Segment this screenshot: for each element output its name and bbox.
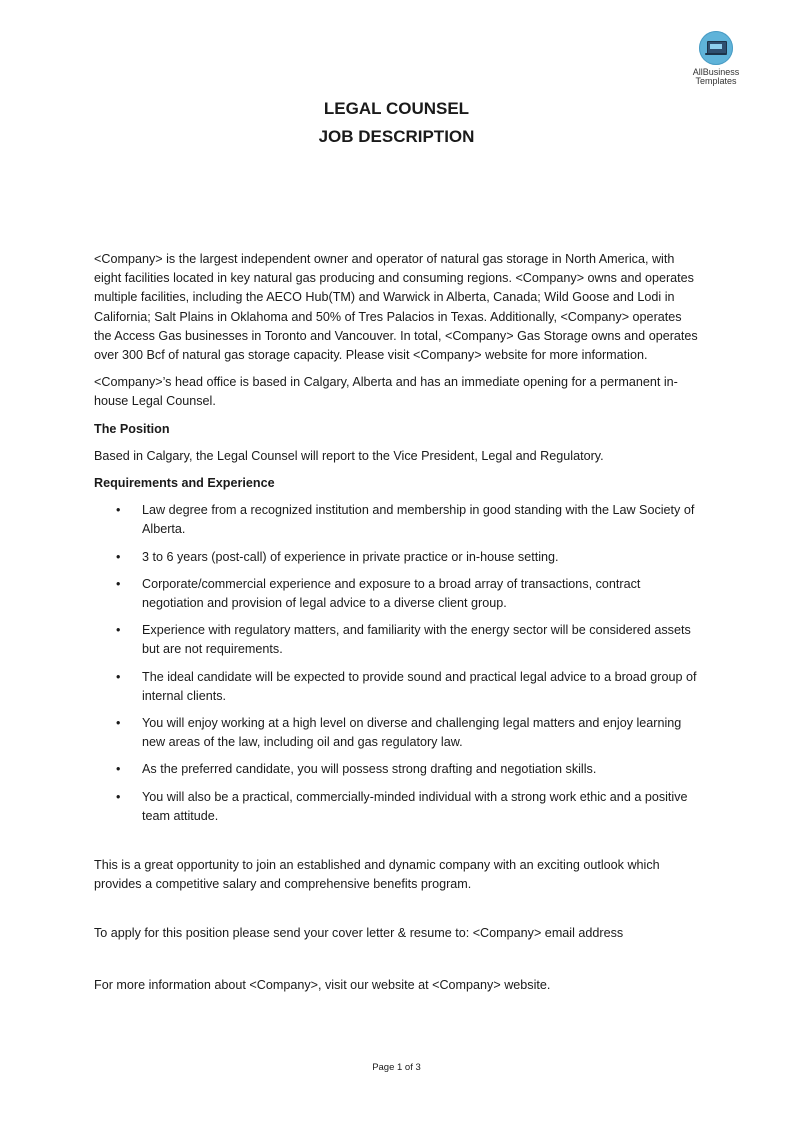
- intro-paragraph-2: <Company>’s head office is based in Calgary, Alberta and has an immediate opening for a permanent in-house Legal Counsel.: [94, 375, 678, 409]
- list-item: [94, 621, 698, 659]
- position-text: Based in Calgary, the Legal Counsel will report to the Vice President, Legal and Regulatory.: [94, 448, 604, 463]
- bullet-icon: •: [116, 503, 121, 518]
- bullet-icon: •: [116, 669, 121, 684]
- list-item: [94, 788, 698, 826]
- list-item: [94, 714, 698, 752]
- bullet-icon: •: [116, 789, 121, 804]
- document-body: [94, 250, 698, 1003]
- list-item: [94, 548, 698, 567]
- list-item: [94, 760, 698, 779]
- list-item-text: You will also be a practical, commercially-minded individual with a strong work ethic and a positive team attitude.: [142, 789, 688, 823]
- list-item-text: As the preferred candidate, you will possess strong drafting and negotiation skills.: [142, 762, 597, 777]
- more-info-paragraph: For more information about <Company>, visit our website at <Company> website.: [94, 977, 551, 992]
- list-item: [94, 575, 698, 613]
- list-item: [94, 668, 698, 706]
- list-item-text: 3 to 6 years (post-call) of experience in private practice or in-house setting.: [142, 549, 559, 564]
- opportunity-paragraph: This is a great opportunity to join an established and dynamic company with an exciting outlook which provides a competitive salary and comprehensive benefits program.: [94, 858, 660, 892]
- title-line-1: LEGAL COUNSEL: [323, 99, 470, 118]
- list-item-text: The ideal candidate will be expected to provide sound and practical legal advice to a broad group of internal clients.: [142, 669, 697, 703]
- intro-paragraph-1: <Company> is the largest independent owner and operator of natural gas storage in North America, with eight facilities located in key natural gas producing and consuming regions. <Company> owns and operates multiple facilities, including the AECO Hub(TM) and Warwick in Alberta, Canada; Wild Goose and Lodi in California; Salt Plains in Oklahoma and 50% of Tres Palacios in Texas. Additionally, <Company> operates the Access Gas businesses in Toronto and Vancouver. In total, <Company> Gas Storage owns and operates over 300 Bcf of natural gas storage capacity. Please visit <Company> website for more information.: [94, 252, 698, 363]
- page-number: Page 1 of 3: [372, 1062, 421, 1073]
- list-item-text: You will enjoy working at a high level on diverse and challenging legal matters and enjoy learning new areas of the law, including oil and gas regulatory law.: [142, 716, 682, 750]
- bullet-icon: •: [116, 623, 121, 638]
- requirements-heading: Requirements and Experience: [94, 476, 275, 491]
- list-item-text: Law degree from a recognized institution and membership in good standing with the Law Society of Alberta.: [142, 503, 695, 537]
- logo-line-1: AllBusiness: [692, 67, 740, 77]
- bullet-icon: •: [116, 762, 121, 777]
- allbusiness-templates-logo: [676, 31, 756, 86]
- bullet-icon: •: [116, 576, 121, 591]
- logo-line-2: Templates: [695, 76, 737, 86]
- apply-paragraph: To apply for this position please send your cover letter & resume to: <Company> email address: [94, 926, 624, 941]
- bullet-icon: •: [116, 716, 121, 731]
- laptop-icon: [699, 31, 733, 65]
- requirements-list: [94, 501, 698, 826]
- list-item-text: Corporate/commercial experience and exposure to a broad array of transactions, contract negotiation and provision of legal advice to a diverse client group.: [142, 576, 641, 611]
- title-line-2: JOB DESCRIPTION: [318, 127, 475, 146]
- position-heading: The Position: [94, 421, 170, 436]
- list-item-text: Experience with regulatory matters, and familiarity with the energy sector will be considered assets but are not requirements.: [142, 623, 691, 657]
- logo-text: [676, 68, 756, 86]
- bullet-icon: •: [116, 549, 121, 564]
- document-title: [0, 95, 793, 151]
- list-item: [94, 501, 698, 539]
